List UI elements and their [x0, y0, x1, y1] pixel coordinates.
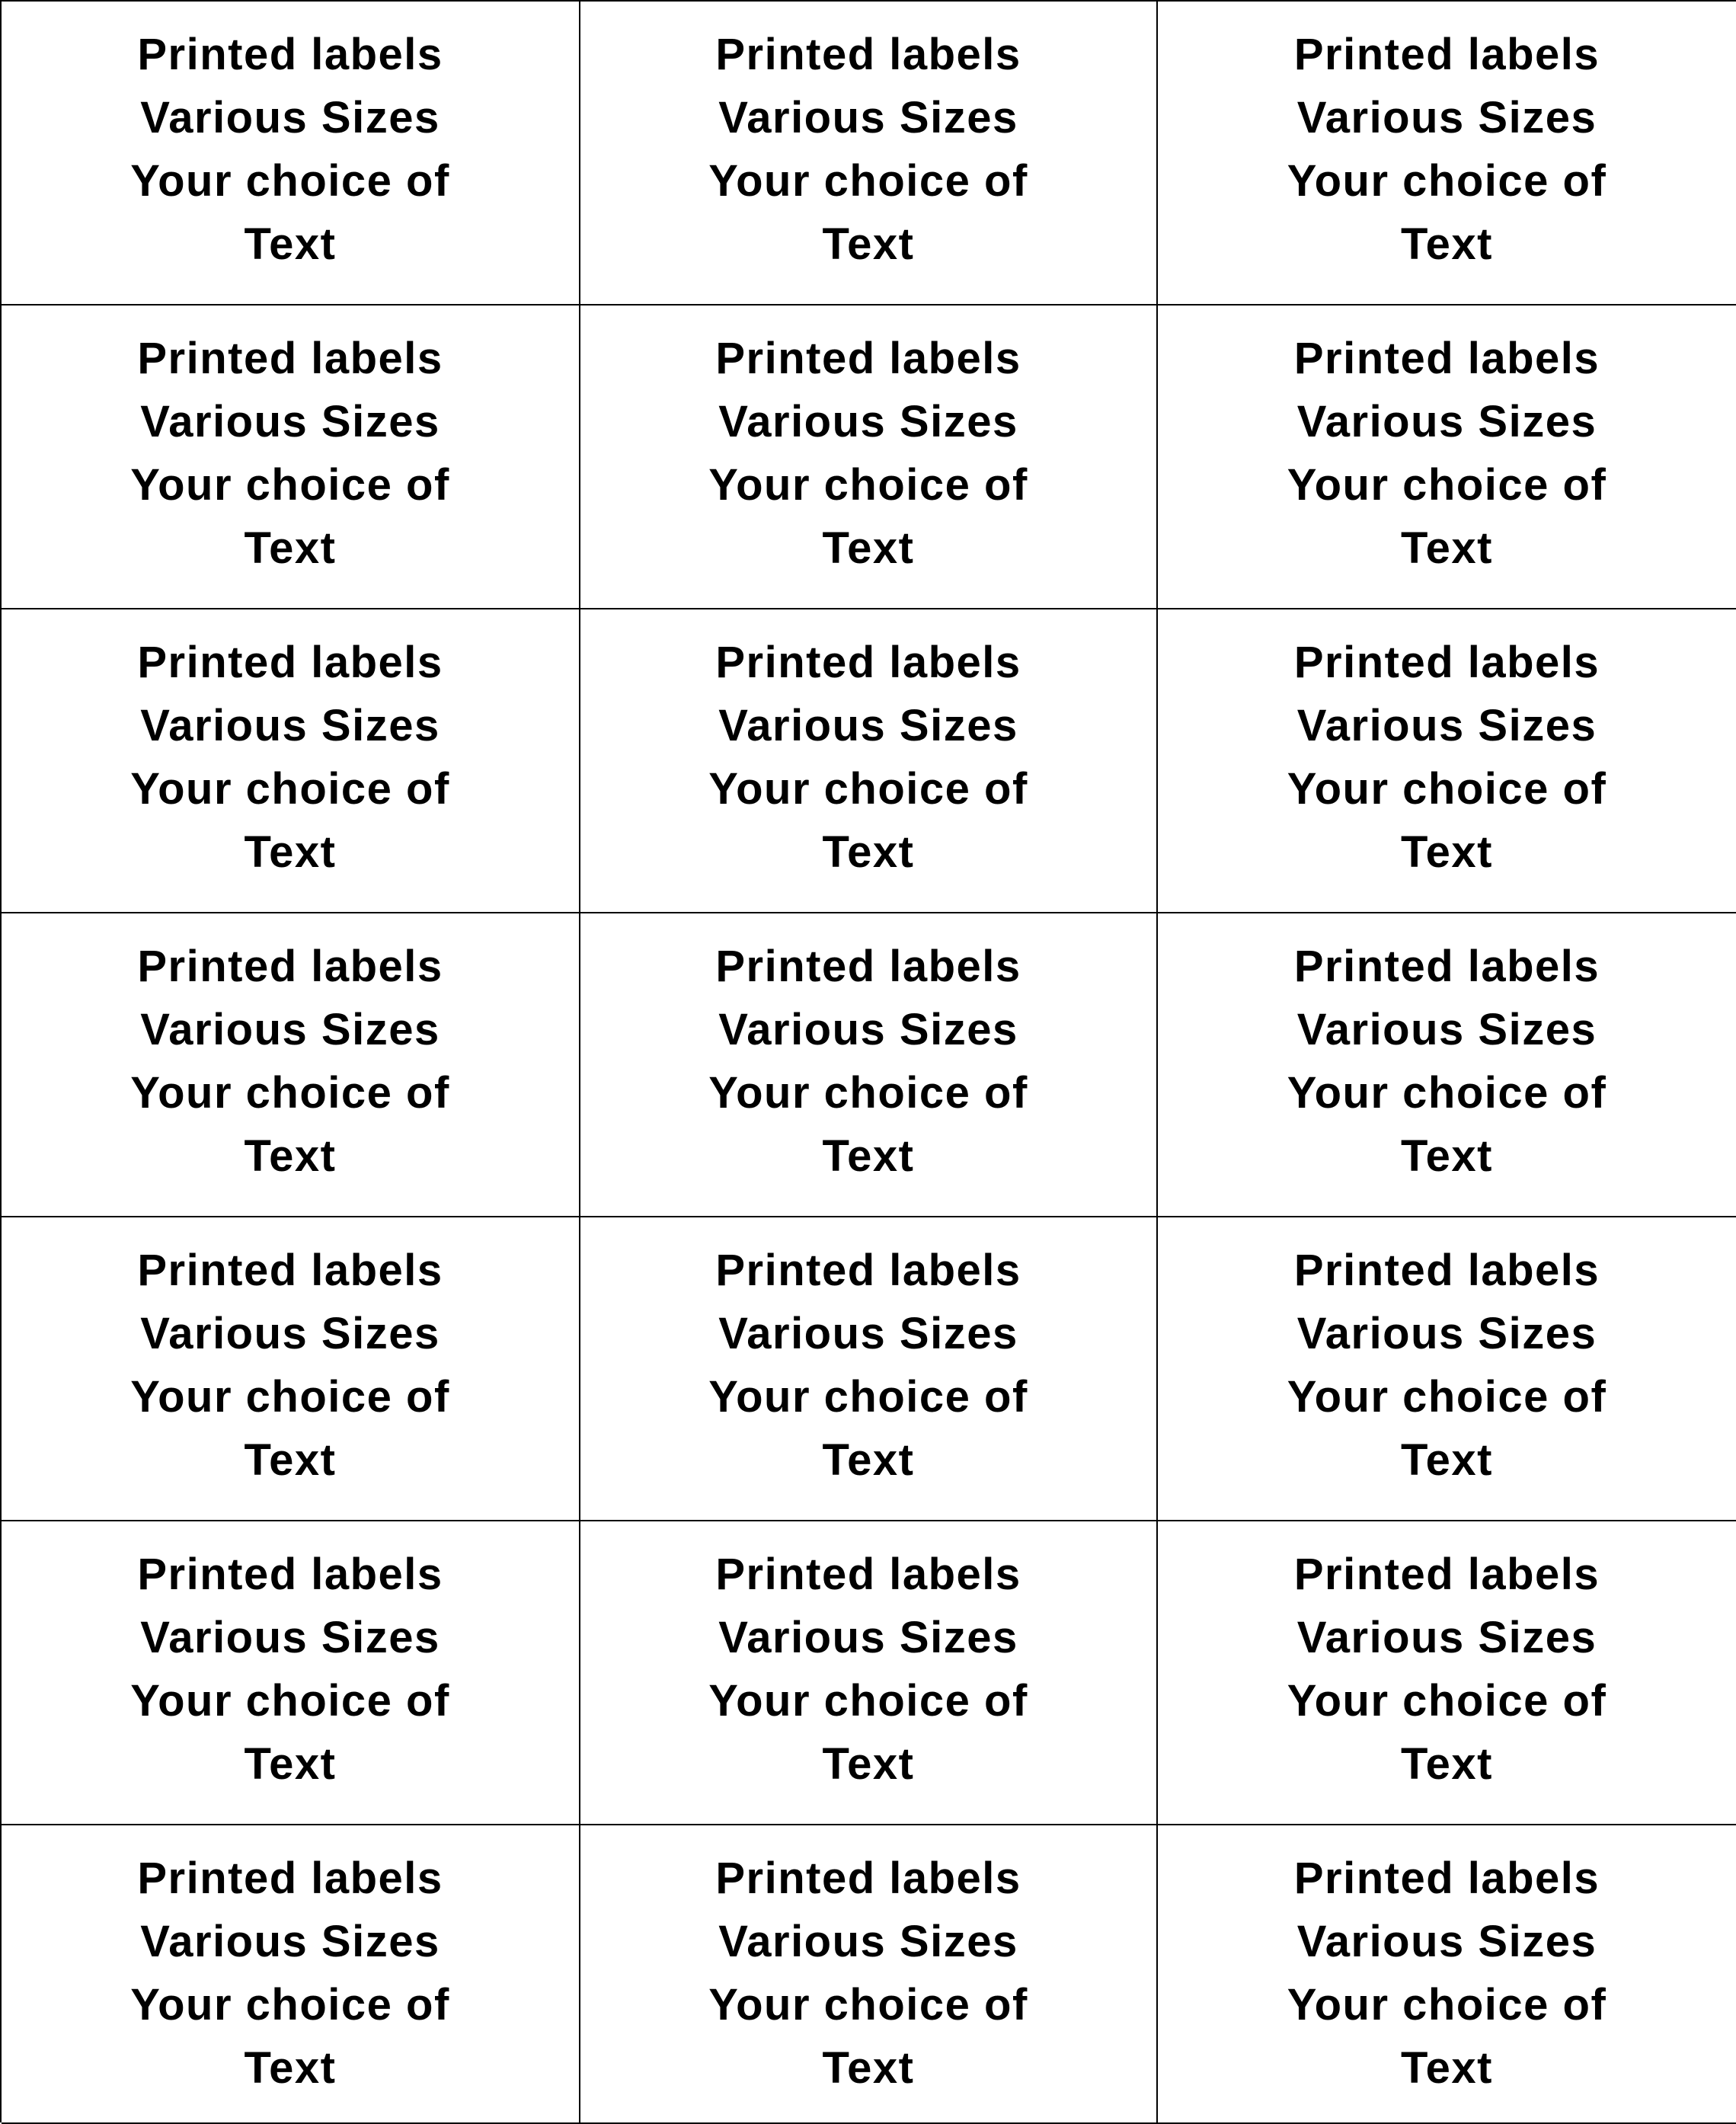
label-line: Text [1401, 523, 1493, 573]
label-text [580, 1543, 1156, 1796]
label-line: Printed labels [715, 1246, 1021, 1295]
label-line: Text [1401, 1435, 1493, 1485]
label-line: Printed labels [715, 942, 1021, 991]
label-line: Text [822, 827, 915, 877]
label-line: Your choice of [708, 1068, 1028, 1118]
label-line: Various Sizes [140, 1005, 440, 1054]
label-text [2, 327, 579, 580]
label-line: Your choice of [130, 1372, 450, 1422]
label-line: Text [1401, 1131, 1493, 1181]
label-cell [580, 2, 1158, 305]
label-line: Various Sizes [140, 701, 440, 750]
label-line: Various Sizes [718, 1613, 1018, 1662]
label-cell [580, 609, 1158, 913]
label-text [2, 23, 579, 276]
label-line: Your choice of [130, 764, 450, 814]
label-cell [2, 609, 580, 913]
label-line: Your choice of [1287, 1676, 1607, 1726]
label-cell [2, 1217, 580, 1521]
label-line: Printed labels [137, 1550, 443, 1599]
label-cell [1158, 1217, 1736, 1521]
label-cell [580, 913, 1158, 1217]
label-text [580, 1239, 1156, 1492]
label-cell [2, 1825, 580, 2124]
label-line: Text [822, 1739, 915, 1789]
label-text [2, 1847, 579, 2100]
label-cell [580, 305, 1158, 609]
label-line: Various Sizes [1296, 1309, 1597, 1358]
label-line: Your choice of [708, 764, 1028, 814]
label-line: Your choice of [1287, 1372, 1607, 1422]
label-line: Your choice of [708, 1372, 1028, 1422]
label-line: Text [822, 2043, 915, 2093]
label-cell [580, 1521, 1158, 1825]
label-line: Text [1401, 219, 1493, 269]
label-line: Text [822, 1131, 915, 1181]
label-line: Your choice of [130, 156, 450, 206]
label-line: Your choice of [1287, 156, 1607, 206]
label-line: Text [244, 523, 337, 573]
label-line: Printed labels [715, 1550, 1021, 1599]
label-text [580, 935, 1156, 1188]
label-text [1158, 1239, 1736, 1492]
label-cell [1158, 1825, 1736, 2124]
label-line: Printed labels [137, 30, 443, 79]
label-text [1158, 1543, 1736, 1796]
label-line: Various Sizes [718, 1917, 1018, 1966]
label-line: Printed labels [1293, 1854, 1600, 1903]
label-cell [2, 913, 580, 1217]
label-line: Various Sizes [140, 1309, 440, 1358]
label-line: Text [1401, 827, 1493, 877]
label-cell [580, 1217, 1158, 1521]
label-text [580, 1847, 1156, 2100]
label-text [2, 935, 579, 1188]
label-line: Text [822, 1435, 915, 1485]
label-line: Various Sizes [140, 397, 440, 446]
label-line: Your choice of [1287, 460, 1607, 510]
label-line: Various Sizes [1296, 1917, 1597, 1966]
label-text [1158, 23, 1736, 276]
label-line: Text [244, 1739, 337, 1789]
label-line: Your choice of [130, 1068, 450, 1118]
label-line: Your choice of [1287, 764, 1607, 814]
label-line: Your choice of [708, 1980, 1028, 2030]
label-text [580, 23, 1156, 276]
label-line: Text [244, 219, 337, 269]
label-line: Printed labels [1293, 1550, 1600, 1599]
label-cell [2, 2, 580, 305]
label-line: Printed labels [137, 1246, 443, 1295]
label-line: Various Sizes [718, 93, 1018, 142]
label-line: Your choice of [130, 1676, 450, 1726]
label-text [580, 631, 1156, 884]
label-line: Various Sizes [1296, 1005, 1597, 1054]
label-line: Various Sizes [140, 1613, 440, 1662]
label-text [1158, 1847, 1736, 2100]
label-line: Various Sizes [718, 1005, 1018, 1054]
label-line: Text [244, 1131, 337, 1181]
label-line: Various Sizes [1296, 93, 1597, 142]
label-line: Printed labels [715, 334, 1021, 383]
label-line: Text [822, 523, 915, 573]
label-text [1158, 327, 1736, 580]
label-line: Printed labels [1293, 638, 1600, 687]
label-line: Various Sizes [1296, 701, 1597, 750]
label-line: Your choice of [708, 460, 1028, 510]
label-line: Printed labels [137, 1854, 443, 1903]
label-cell [1158, 305, 1736, 609]
label-cell [1158, 609, 1736, 913]
label-line: Your choice of [708, 1676, 1028, 1726]
label-line: Your choice of [708, 156, 1028, 206]
label-text [2, 631, 579, 884]
label-line: Printed labels [137, 334, 443, 383]
label-line: Printed labels [1293, 334, 1600, 383]
label-text [1158, 631, 1736, 884]
label-line: Your choice of [130, 1980, 450, 2030]
label-line: Printed labels [1293, 942, 1600, 991]
label-line: Text [1401, 1739, 1493, 1789]
label-line: Your choice of [1287, 1980, 1607, 2030]
label-line: Various Sizes [1296, 397, 1597, 446]
label-text [2, 1239, 579, 1492]
label-line: Your choice of [1287, 1068, 1607, 1118]
label-line: Text [244, 1435, 337, 1485]
label-line: Text [244, 827, 337, 877]
label-line: Various Sizes [718, 701, 1018, 750]
label-line: Printed labels [715, 30, 1021, 79]
label-line: Printed labels [1293, 1246, 1600, 1295]
label-line: Various Sizes [140, 93, 440, 142]
label-line: Text [1401, 2043, 1493, 2093]
label-cell [1158, 1521, 1736, 1825]
label-line: Text [244, 2043, 337, 2093]
label-line: Printed labels [1293, 30, 1600, 79]
label-line: Various Sizes [718, 1309, 1018, 1358]
label-line: Printed labels [137, 942, 443, 991]
label-cell [2, 1521, 580, 1825]
label-cell [1158, 913, 1736, 1217]
label-cell [580, 1825, 1158, 2124]
label-text [580, 327, 1156, 580]
label-line: Printed labels [715, 638, 1021, 687]
label-line: Text [822, 219, 915, 269]
label-cell [2, 305, 580, 609]
label-line: Printed labels [137, 638, 443, 687]
label-text [1158, 935, 1736, 1188]
label-line: Various Sizes [1296, 1613, 1597, 1662]
label-line: Various Sizes [140, 1917, 440, 1966]
label-line: Printed labels [715, 1854, 1021, 1903]
label-text [2, 1543, 579, 1796]
label-cell [1158, 2, 1736, 305]
label-line: Various Sizes [718, 397, 1018, 446]
label-line: Your choice of [130, 460, 450, 510]
